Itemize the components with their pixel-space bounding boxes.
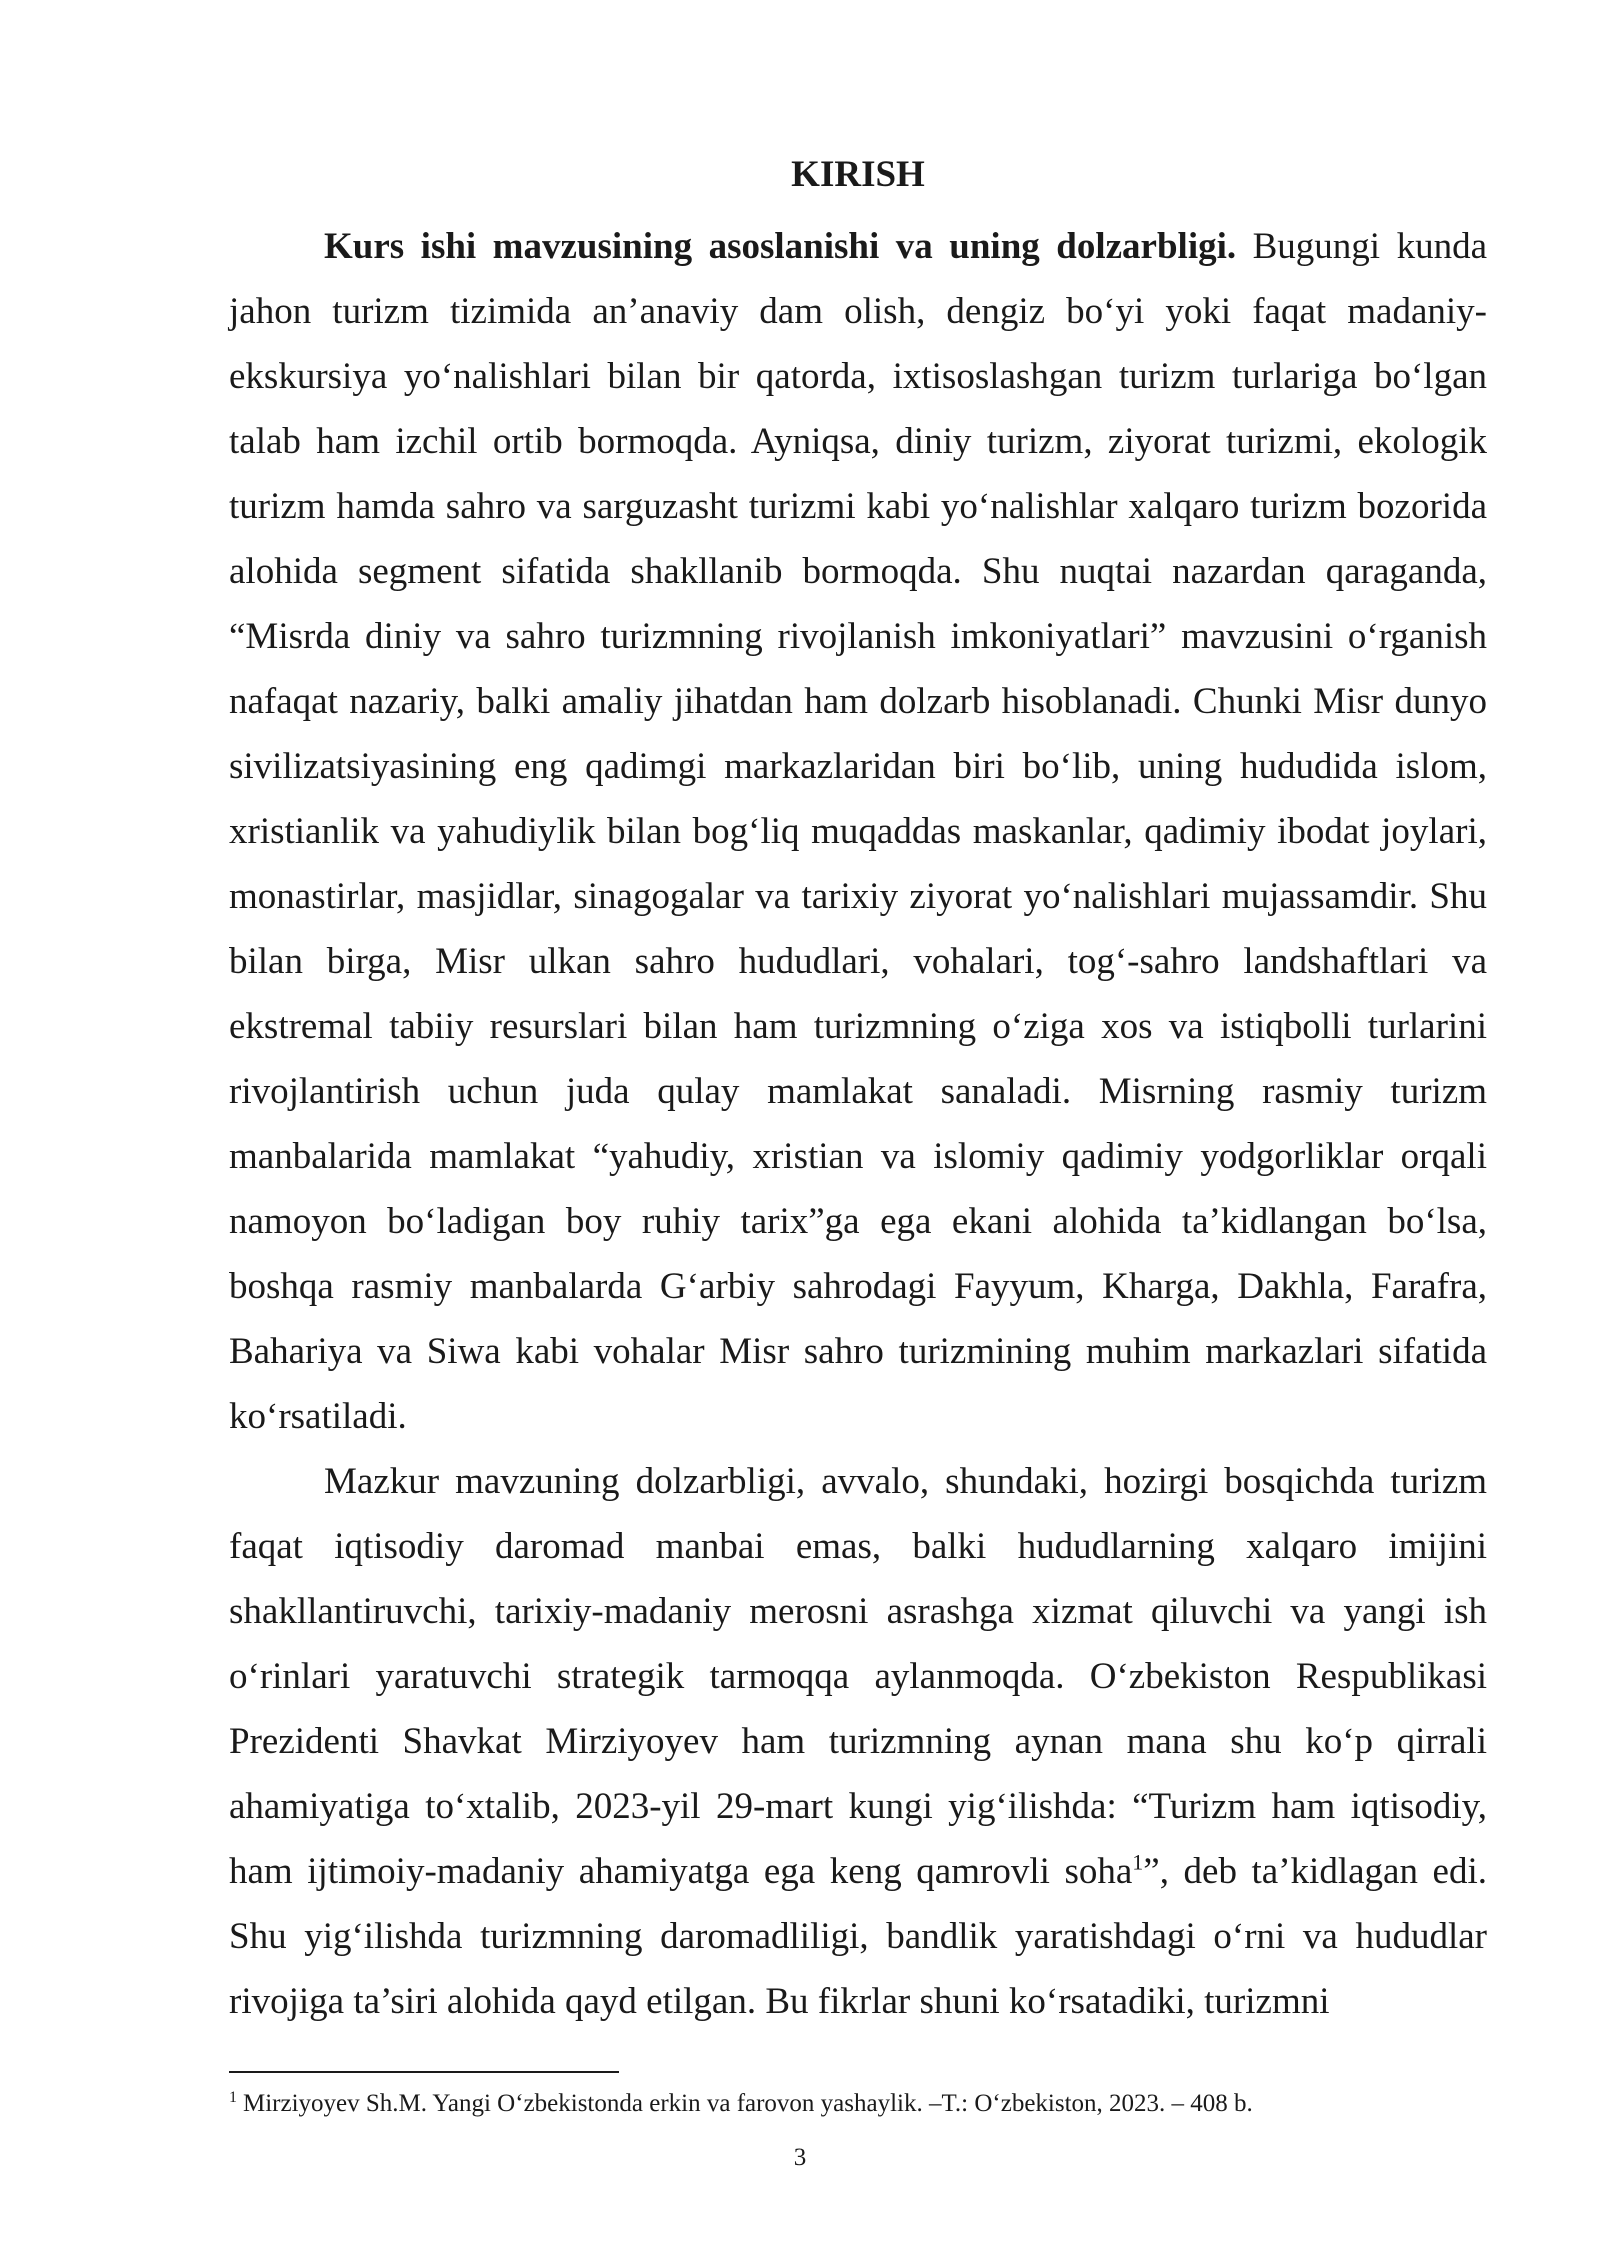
section-heading: KIRISH — [791, 154, 925, 195]
paragraph-text-after: ”, deb ta’kidlagan edi. Shu yig‘ilishda turizmning daromadliligi, bandlik yaratishdagi o‘rni va hududlar rivojiga ta’siri alohida qayd etilgan. Bu fikrlar shuni ko‘rsatadiki, turizmni — [229, 1851, 1487, 2022]
page-number: 3 — [793, 2144, 807, 2171]
footnote-text: Mirziyoyev Sh.M. Yangi O‘zbekistonda erkin va farovon yashaylik. –T.: O‘zbekiston, 2023. – 408 b. — [243, 2090, 1253, 2117]
footnote-marker: 1 — [229, 2088, 237, 2106]
body-text — [229, 214, 1487, 2034]
paragraph-relevance — [229, 214, 1487, 1449]
footnote-separator — [229, 2071, 619, 2073]
paragraph-lead: Kurs ishi mavzusining asoslanishi va uning dolzarbligi. — [324, 226, 1237, 267]
paragraph-text-before: Mazkur mavzuning dolzarbligi, avvalo, shundaki, hozirgi bosqichda turizm faqat iqtisodiy daromad manbai emas, balki hududlarning xalqaro imijini shakllantiruvchi, tarixiy-madaniy merosni asrashga xizmat qiluvchi va yangi ish o‘rinlari yaratuvchi strategik tarmoqqa aylanmoqda. O‘zbekiston Respublikasi Prezidenti Shavkat Mirziyoyev ham turizmning aynan mana shu ko‘p qirrali ahamiyatiga to‘xtalib, 2023-yil 29-mart kungi yig‘ilishda: “Turizm ham iqtisodiy, ham ijtimoiy-madaniy ahamiyatga ega keng qamrovli soha — [229, 1461, 1487, 1892]
footnote-reference: 1 — [1132, 1849, 1144, 1875]
paragraph-text: Bugungi kunda jahon turizm tizimida an’anaviy dam olish, dengiz bo‘yi yoki faqat madaniy-ekskursiya yo‘nalishlari bilan bir qatorda, ixtisoslashgan turizm turlariga bo‘lgan talab ham izchil ortib bormoqda. Ayniqsa, diniy turizm, ziyorat turizmi, ekologik turizm hamda sahro va sarguzasht turizmi kabi yo‘nalishlar xalqaro turizm bozorida alohida segment sifatida shakllanib bormoqda. Shu nuqtai nazardan qaraganda, “Misrda diniy va sahro turizmning rivojlanish imkoniyatlari” mavzusini o‘rganish nafaqat nazariy, balki amaliy jihatdan ham dolzarb hisoblanadi. Chunki Misr dunyo sivilizatsiyasining eng qadimgi markazlaridan biri bo‘lib, uning hududida islom, xristianlik va yahudiylik bilan bog‘liq muqaddas maskanlar, qadimiy ibodat joylari, monastirlar, masjidlar, sinagogalar va tarixiy ziyorat yo‘nalishlari mujassamdir. Shu bilan birga, Misr ulkan sahro hududlari, vohalari, tog‘-sahro landshaftlari va ekstremal tabiiy resurslari bilan ham turizmning o‘ziga xos va istiqbolli turlarini rivojlantirish uchun juda qulay mamlakat sanaladi. Misrning rasmiy turizm manbalarida mamlakat “yahudiy, xristian va islomiy qadimiy yodgorliklar orqali namoyon bo‘ladigan boy ruhiy tarix”ga ega ekani alohida ta’kidlangan bo‘lsa, boshqa rasmiy manbalarda G‘arbiy sahrodagi Fayyum, Kharga, Dakhla, Farafra, Bahariya va Siwa kabi vohalar Misr sahro turizmining muhim markazlari sifatida ko‘rsatiladi. — [229, 226, 1487, 1437]
paragraph-significance — [229, 1449, 1487, 2034]
footnote — [229, 2088, 1487, 2120]
